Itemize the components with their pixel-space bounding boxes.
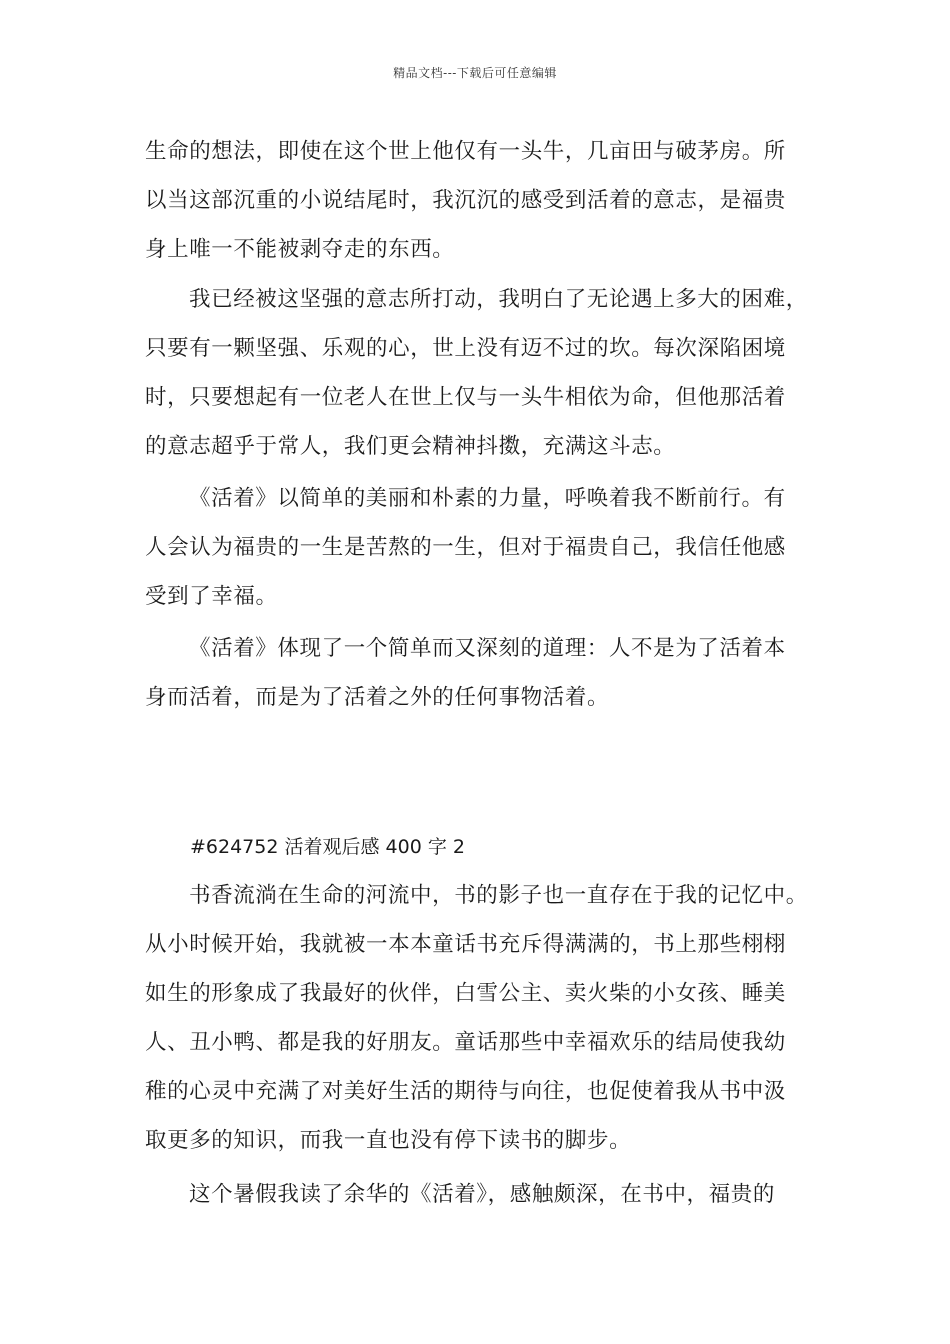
- paragraph-line: 从小时候开始，我就被一本本童话书充斥得满满的，书上那些栩栩: [145, 932, 786, 957]
- paragraph-line: 只要有一颗坚强、乐观的心，世上没有迈不过的坎。每次深陷困境: [145, 336, 786, 361]
- paragraph-line: 的意志超乎于常人，我们更会精神抖擞，充满这斗志。: [145, 434, 676, 459]
- paragraph-1: [145, 127, 825, 274]
- paragraph-line: 生命的想法，即使在这个世上他仅有一头牛，几亩田与破茅房。所: [145, 139, 786, 164]
- paragraph-line: 《活着》体现了一个简单而又深刻的道理：人不是为了活着本: [189, 636, 786, 661]
- paragraph-line: 稚的心灵中充满了对美好生活的期待与向往，也促使着我从书中汲: [145, 1079, 786, 1104]
- paragraph-line: 身上唯一不能被剥夺走的东西。: [145, 237, 455, 262]
- paragraph-4: [145, 624, 825, 722]
- paragraph-line: 如生的形象成了我最好的伙伴，白雪公主、卖火柴的小女孩、睡美: [145, 981, 786, 1006]
- paragraph-line: 《活着》以简单的美丽和朴素的力量，呼唤着我不断前行。有: [189, 486, 786, 511]
- paragraph-line: 书香流淌在生命的河流中，书的影子也一直存在于我的记忆中。: [189, 883, 808, 908]
- paragraph-line: 取更多的知识，而我一直也没有停下读书的脚步。: [145, 1128, 632, 1153]
- paragraph-line: 我已经被这坚强的意志所打动，我明白了无论遇上多大的困难，: [189, 287, 808, 312]
- paragraph-line: 这个暑假我读了余华的《活着》，感触颇深，在书中，福贵的: [189, 1182, 775, 1207]
- paragraph-line: 时，只要想起有一位老人在世上仅与一头牛相依为命，但他那活着: [145, 385, 786, 410]
- paragraph-line: 人、丑小鸭、都是我的好朋友。童话那些中幸福欢乐的结局使我幼: [145, 1030, 786, 1055]
- paragraph-6: [145, 1170, 825, 1219]
- paragraph-2: [145, 275, 825, 471]
- paragraph-line: 受到了幸福。: [145, 584, 278, 609]
- paragraph-line: 身而活着，而是为了活着之外的任何事物活着。: [145, 685, 610, 710]
- paragraph-5: [145, 871, 825, 1165]
- paragraph-line: 以当这部沉重的小说结尾时，我沉沉的感受到活着的意志，是福贵: [145, 188, 786, 213]
- section-heading: #624752 活着观后感 400 字 2: [190, 836, 465, 858]
- paragraph-3: [145, 474, 825, 621]
- paragraph-line: 人会认为福贵的一生是苦熬的一生，但对于福贵自己，我信任他感: [145, 535, 786, 560]
- page-header: 精品文档---下载后可任意编辑: [393, 66, 557, 80]
